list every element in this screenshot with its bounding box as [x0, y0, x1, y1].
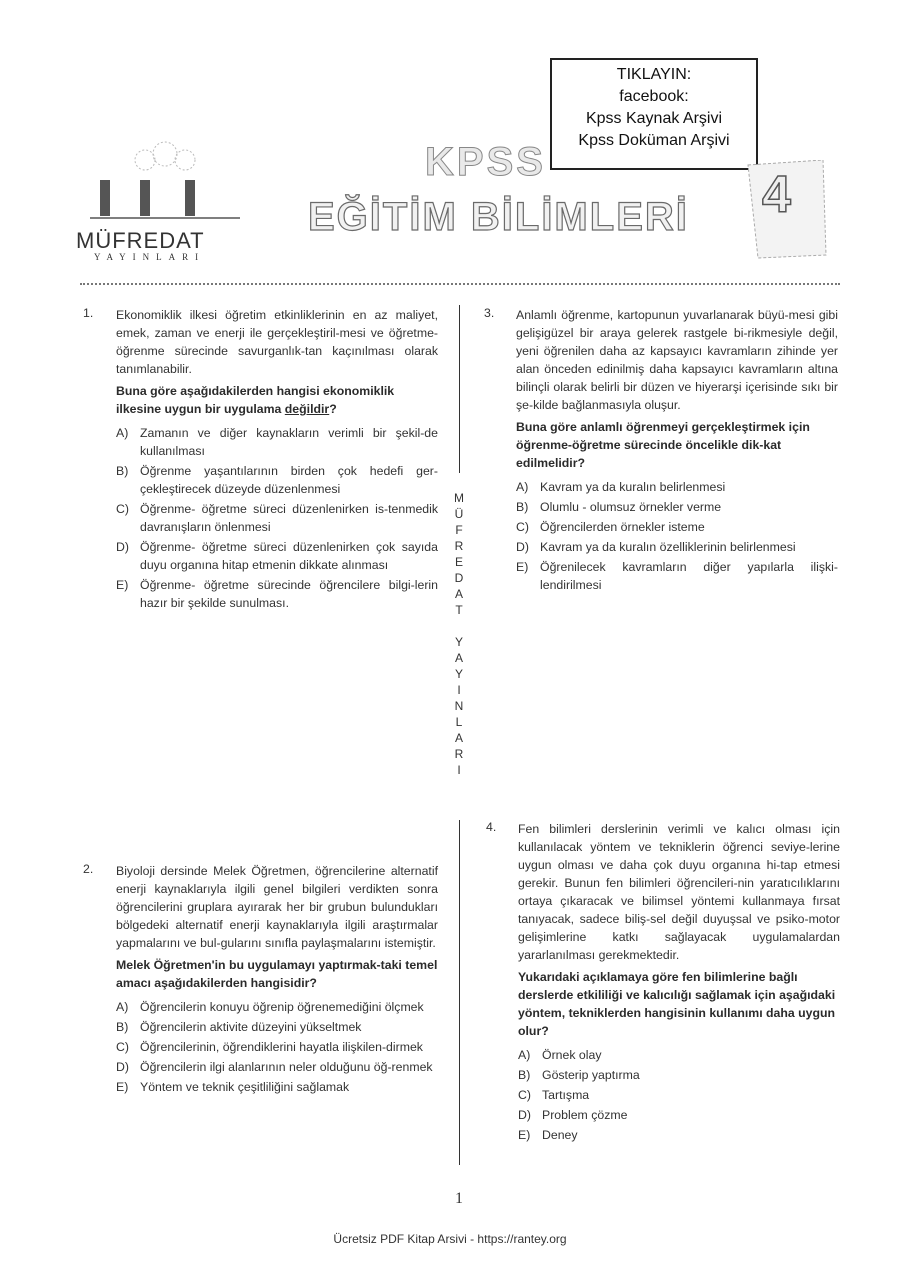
- option-d[interactable]: D) Problem çözme: [518, 1108, 628, 1122]
- question-3-stem: Anlamlı öğrenme, kartopunun yuvarlanarak büyü-mesi gibi gelişigüzel bir araya gelerek rastgele bi-rikmesiyle değil, yeni öğrenilen daha az kapsayıcı kavramların zihinde yer alan önceden edinilmiş daha kapsayıcı kavramların altına bilinçli olarak belirli bir düzen ve hiyerarşi içerisinde sıkı bir şe-kilde bağlanmasıyla oluşur.: [516, 308, 838, 412]
- facebook-promo-box[interactable]: [550, 58, 758, 170]
- option-d[interactable]: D) Öğrencilerin ilgi alanlarının neler olduğunu öğ-renmek: [116, 1060, 433, 1074]
- subject-title: EĞİTİM BİLİMLERİ: [308, 195, 689, 239]
- question-1-options: [116, 424, 438, 612]
- option-e[interactable]: E) Deney: [518, 1128, 578, 1142]
- question-3: [516, 306, 838, 596]
- exam-title: KPSS: [425, 140, 546, 184]
- page-number: 1: [455, 1190, 463, 1207]
- question-2-options: [116, 998, 438, 1096]
- question-2: [116, 862, 438, 1098]
- option-b[interactable]: B) Olumlu - olumsuz örnekler verme: [516, 500, 722, 514]
- option-e[interactable]: E) Yöntem ve teknik çeşitliliğini sağlamak: [116, 1080, 350, 1094]
- question-2-prompt: Melek Öğretmen'in bu uygulamayı yaptırmak-taki temel amacı aşağıdakilerden hangisidir?: [116, 958, 438, 990]
- option-a[interactable]: A) Kavram ya da kuralın belirlenmesi: [516, 480, 726, 494]
- promo-line-2: facebook:: [619, 88, 689, 105]
- question-3-number: 3.: [484, 306, 495, 320]
- question-1-stem: Ekonomiklik ilkesi öğretim etkinliklerinin en az maliyet, emek, zaman ve enerji ile gerçekleştiril-mesi ve öğretme-öğrenme sürecinde savurganlık-tan kaçınılması olarak tanımlanabilir.: [116, 308, 438, 376]
- question-3-prompt: Buna göre anlamlı öğrenmeyi gerçekleştirmek için öğrenme-öğretme sürecinde öncelikle dik-kat edilmelidir?: [516, 420, 810, 470]
- promo-line-3: Kpss Kaynak Arşivi: [585, 110, 723, 127]
- option-d[interactable]: D) Öğrenme- öğretme süreci düzenlenirken çok sayıda duyu organına hitap etmenin dikkate alınması: [116, 540, 438, 572]
- option-a[interactable]: A) Öğrencilerin konuyu öğrenip öğrenemediğini ölçmek: [116, 1000, 424, 1014]
- column-divider-bottom: [459, 820, 460, 1165]
- question-2-number: 2.: [83, 862, 94, 876]
- question-4-stem: Fen bilimleri derslerinin verimli ve kalıcı olması için kullanılacak yöntem ve tekniklerin öğrenci seviye-lerine uygun olması ve daha çok duyu organına hi-tap etmesi gerekir. Bunun fen bilimleri öğrencileri-nin yaratıcılıklarını ortaya çıkaracak ve bilimsel yöntemi kullanmaya fırsat tanıyacak, sadece biliş-sel değil duyuşsal ve psiko-motor gelişimlerine katkı sağlayacak uygulamalardan yararlanılması gerekmektedir.: [518, 822, 840, 962]
- question-2-stem: Biyoloji dersinde Melek Öğretmen, öğrencilerine alternatif enerji kaynaklarıyla ilgili genel bilgileri verdikten sonra öğrencilerini gruplara ayırarak her bir grubun bulundukları bölgedeki alternatif enerji kaynaklarıyla ilgili araştırmalar yapmalarını ve bul-gularını sınıfla paylaşmalarını istemiştir.: [116, 864, 438, 950]
- option-d[interactable]: D) Kavram ya da kuralın özelliklerinin belirlenmesi: [516, 540, 796, 554]
- option-a[interactable]: A) Örnek olay: [518, 1048, 602, 1062]
- option-b[interactable]: B) Gösterip yaptırma: [518, 1068, 640, 1082]
- publisher-logo-icon: [90, 140, 240, 230]
- publisher-name: MÜFREDAT: [76, 228, 205, 253]
- option-c[interactable]: C) Öğrenme- öğretme süreci düzenlenirken is-tenmedik davranışların önlenmesi: [116, 502, 438, 534]
- promo-line-4: Kpss Doküman Arşivi: [578, 132, 730, 149]
- promo-line-1: TIKLAYIN:: [616, 66, 692, 83]
- option-a[interactable]: A) Zamanın ve diğer kaynakların verimli bir şekil-de kullanılması: [116, 426, 438, 458]
- publisher-subtitle: YAYINLARI: [94, 252, 206, 262]
- question-4-number: 4.: [486, 820, 497, 834]
- question-4: [518, 820, 840, 1146]
- option-e[interactable]: E) Öğrenme- öğretme sürecinde öğrencilere bilgi-lerin hazır bir şekilde sunulması.: [116, 578, 438, 610]
- question-4-prompt: Yukarıdaki açıklamaya göre fen bilimlerine bağlı derslerde etkililiği ve kalıcılığı sağlamak için aşağıdaki yöntem, tekniklerden hangisinin kullanımı daha uygun olur?: [518, 970, 836, 1038]
- test-number: 4: [762, 166, 791, 224]
- option-c[interactable]: C) Tartışma: [518, 1088, 590, 1102]
- question-1-number: 1.: [83, 306, 94, 320]
- header-divider: [80, 283, 840, 285]
- question-4-options: [518, 1046, 840, 1144]
- option-c[interactable]: C) Öğrencilerinin, öğrendiklerini hayatla ilişkilen-dirmek: [116, 1040, 423, 1054]
- option-e[interactable]: E) Öğrenilecek kavramların diğer yapılarla ilişki-lendirilmesi: [516, 560, 838, 592]
- vertical-publisher-text: M Ü F R E D A T Y A Y I N L A R I: [454, 491, 464, 777]
- option-b[interactable]: B) Öğrencilerin aktivite düzeyini yükseltmek: [116, 1020, 362, 1034]
- option-c[interactable]: C) Öğrencilerden örnekler isteme: [516, 520, 705, 534]
- column-divider-top: [459, 305, 460, 473]
- footer-link[interactable]: Ücretsiz PDF Kitap Arsivi - https://rantey.org: [333, 1232, 567, 1246]
- option-b[interactable]: B) Öğrenme yaşantılarının birden çok hedefi ger-çekleştirecek düzeyde düzenlenmesi: [116, 464, 438, 496]
- question-1: [116, 306, 438, 614]
- question-3-options: [516, 478, 838, 594]
- question-1-prompt: Buna göre aşağıdakilerden hangisi ekonomiklik ilkesine uygun bir uygulama değildir?: [116, 384, 395, 416]
